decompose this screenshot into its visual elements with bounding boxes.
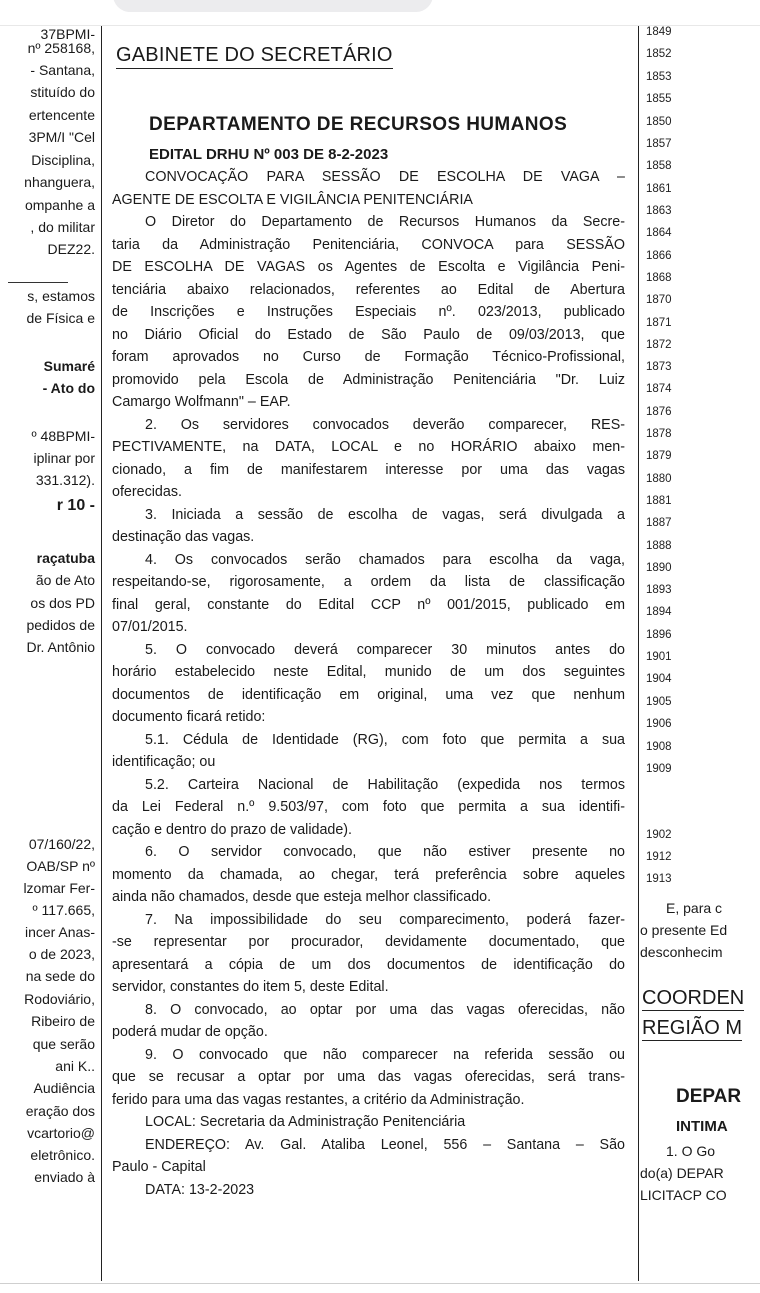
list-number: 1857: [646, 138, 672, 150]
body-line: promovido pela Escola de Administração Penitenciária "Dr. Luiz: [112, 371, 625, 388]
body-line: momento da chamada, ao chegar, terá preferência sobre aqueles: [112, 866, 625, 883]
list-number: 1913: [646, 873, 672, 885]
list-number: 1888: [646, 540, 672, 552]
left-fragment-line: eletrônico.: [30, 1147, 95, 1163]
left-fragment-line: iplinar por: [33, 450, 95, 466]
list-number: 1870: [646, 294, 672, 306]
list-number: 1890: [646, 562, 672, 574]
left-fragment-line: os dos PD: [30, 595, 95, 611]
left-fragment-line: que serão: [32, 1036, 95, 1052]
right-column: [640, 26, 760, 1286]
department-heading-fragment: DEPAR: [676, 1086, 742, 1107]
body-line: cação e dentro do prazo de validade).: [112, 821, 353, 838]
list-number: 1872: [646, 339, 672, 351]
left-fragment-line: ão de Ato: [35, 572, 95, 588]
body-line: 5.1. Cédula de Identidade (RG), com foto que permita a sua: [145, 731, 625, 748]
intimation-text-line: LICITACP CO: [640, 1187, 727, 1203]
list-number: 1912: [646, 851, 672, 863]
coordination-heading-line: COORDEN: [642, 987, 745, 1009]
body-line: -se representar por procurador, devidamente documentado, que: [112, 934, 625, 950]
body-line: horário estabelecido neste Edital, munido de um dos seguintes: [112, 664, 625, 680]
list-number: 1849: [646, 26, 672, 38]
column-divider-right: [638, 26, 639, 1281]
list-number: 1881: [646, 495, 672, 507]
left-fragment-line: incer Anas-: [24, 924, 95, 940]
body-line: documento ficará retido:: [112, 709, 266, 725]
left-fragment-line: Disciplina,: [31, 152, 95, 168]
list-number: 1896: [646, 629, 672, 641]
body-line: servidor, constantes do item 5, deste Edital.: [112, 979, 389, 995]
left-fragment-line: 07/160/22,: [28, 836, 95, 852]
column-divider-left: [101, 26, 102, 1281]
body-line: ainda não chamados, desde que esteja melhor classificado.: [112, 889, 492, 905]
body-line: foram aprovados no Curso de Formação Técnico-Profissional,: [112, 349, 625, 365]
page-bottom-border: [0, 1283, 760, 1284]
body-line: DE ESCOLHA DE VAGAS os Agentes de Escolta e Vigilância Peni-: [112, 259, 625, 275]
left-fragment-line: 3PM/I "Cel: [28, 129, 95, 145]
list-number: 1879: [646, 450, 672, 462]
left-fragment-line: Rodoviário,: [24, 991, 95, 1007]
closing-text-line: E, para c: [666, 900, 723, 916]
left-fragment-line: - Ato do: [42, 380, 95, 396]
left-fragment-line: º 48BPMI-: [31, 428, 95, 444]
body-line: 5.2. Carteira Nacional de Habilitação (expedida nos termos: [145, 776, 625, 793]
body-line: de Inscrições e Instruções Especiais nº. 023/2013, publicado: [112, 304, 625, 320]
body-line: ENDEREÇO: Av. Gal. Ataliba Leonel, 556 – Santana – São: [145, 1136, 625, 1153]
left-fragment-line: ani K..: [55, 1058, 95, 1074]
left-fragment-line: o de 2023,: [28, 946, 95, 962]
list-number: 1858: [646, 160, 672, 172]
left-fragment-line: s, estamos: [27, 288, 95, 304]
left-fragment-line: Sumaré: [43, 358, 95, 374]
left-fragment-line: , do militar: [30, 219, 95, 235]
list-number: 1874: [646, 383, 672, 395]
left-fragment-line: pedidos de: [26, 617, 95, 633]
list-number: 1906: [646, 718, 672, 730]
body-line: que se recusar a optar por uma das vagas oferecidas, será trans-: [112, 1069, 625, 1085]
list-number: 1863: [646, 205, 672, 217]
list-number: 1864: [646, 227, 672, 239]
body-line: 9. O convocado que não comparecer na referida sessão ou: [145, 1046, 625, 1063]
left-fragment-line: de Física e: [26, 310, 95, 326]
left-fragment-line: vcartorio@: [27, 1125, 95, 1141]
left-fragment-line: nº 258168,: [27, 40, 95, 56]
body-line: documentos de identificação em original, uma vez que nenhum: [112, 686, 625, 703]
body-line: da Lei Federal n.º 9.503/97, com foto que permita a sua identifi-: [112, 799, 625, 815]
list-number: 1880: [646, 473, 672, 485]
intimation-text-line: 1. O Go: [666, 1143, 716, 1159]
left-fragment-line: stituído do: [30, 84, 95, 100]
list-number: 1852: [646, 48, 672, 60]
edital-heading: EDITAL DRHU Nº 003 DE 8-2-2023: [149, 146, 389, 163]
left-fragment-line: r 10 -: [56, 497, 95, 514]
main-column: [112, 26, 634, 1286]
list-number: 1902: [646, 829, 672, 841]
body-line: 7. Na impossibilidade do seu comparecimento, poderá fazer-: [145, 911, 625, 928]
body-line: 4. Os convocados serão chamados para escolha da vaga,: [145, 551, 625, 568]
left-fragment-line: 37BPMI-: [40, 26, 95, 42]
body-line: 6. O servidor convocado, que não estiver presente no: [145, 844, 625, 860]
body-line: DATA: 13-2-2023: [145, 1181, 255, 1198]
body-line: ferido para uma das vagas restantes, a critério da Administração.: [112, 1091, 525, 1108]
body-line: poderá mudar de opção.: [112, 1024, 268, 1040]
list-number: 1908: [646, 741, 672, 753]
list-number: 1878: [646, 428, 672, 440]
left-fragment-line: Dr. Antônio: [26, 639, 95, 655]
list-number: 1905: [646, 696, 672, 708]
body-line: Camargo Wolfmann" – EAP.: [112, 394, 291, 410]
intimation-text-line: do(a) DEPAR: [640, 1165, 724, 1181]
list-number: 1894: [646, 606, 672, 618]
body-line: destinação das vagas.: [112, 529, 255, 545]
list-number: 1868: [646, 272, 672, 284]
list-number: 1866: [646, 250, 672, 262]
body-line: cionado, a fim de manifestarem interesse por uma das vagas: [112, 461, 625, 478]
body-line: tenciária abaixo relacionados, referentes ao Edital de Abertura: [112, 281, 625, 298]
left-fragment-line: eração dos: [25, 1103, 95, 1119]
list-number: 1893: [646, 584, 672, 596]
closing-text-line: o presente Ed: [640, 922, 728, 938]
left-fragment-line: OAB/SP nº: [26, 858, 95, 874]
list-number: 1876: [646, 406, 672, 418]
section-heading: GABINETE DO SECRETÁRIO: [116, 43, 393, 69]
body-line: Paulo - Capital: [112, 1159, 206, 1175]
list-number: 1855: [646, 93, 672, 105]
body-line: O Diretor do Departamento de Recursos Humanos da Secre-: [145, 214, 625, 230]
left-fragment-line: 331.312).: [35, 472, 95, 488]
left-fragment-line: lzomar Fer-: [23, 880, 95, 896]
department-heading: DEPARTAMENTO DE RECURSOS HUMANOS: [149, 114, 568, 135]
list-number: 1873: [646, 361, 672, 373]
list-number: 1850: [646, 116, 672, 128]
left-separator: [8, 282, 68, 283]
body-line: taria da Administração Penitenciária, CONVOCA para SESSÃO: [112, 236, 625, 253]
left-column: [0, 26, 97, 1286]
left-fragment-line: na sede do: [25, 968, 95, 984]
body-line: LOCAL: Secretaria da Administração Penitenciária: [145, 1114, 466, 1130]
left-fragment-line: - Santana,: [30, 62, 95, 78]
left-fragment-line: nhanguera,: [24, 174, 95, 190]
body-line: oferecidas.: [112, 484, 182, 500]
left-fragment-line: raçatuba: [36, 550, 95, 566]
body-line: 2. Os servidores convocados deverão comparecer, RES-: [145, 416, 625, 433]
body-line: 07/01/2015.: [112, 619, 188, 635]
left-fragment-line: enviado à: [34, 1169, 95, 1185]
left-fragment-line: DEZ22.: [47, 241, 95, 257]
closing-text-line: desconhecim: [640, 944, 723, 960]
list-number: 1901: [646, 651, 672, 663]
body-line: 5. O convocado deverá comparecer 30 minutos antes do: [145, 641, 625, 658]
left-fragment-line: Ribeiro de: [31, 1013, 95, 1029]
list-number: 1853: [646, 71, 672, 83]
body-line: final geral, constante do Edital CCP nº 001/2015, publicado em: [112, 596, 625, 613]
edital-body: [112, 166, 625, 1201]
body-line: CONVOCAÇÃO PARA SESSÃO DE ESCOLHA DE VAGA –: [145, 169, 625, 185]
body-line: 8. O convocado, ao optar por uma das vagas oferecidas, não: [145, 1001, 625, 1018]
list-number: 1887: [646, 517, 672, 529]
list-number: 1871: [646, 317, 672, 329]
list-number: 1904: [646, 673, 672, 685]
list-number: 1861: [646, 183, 672, 195]
body-line: 3. Iniciada a sessão de escolha de vagas, será divulgada a: [145, 506, 625, 523]
browser-top-bar: [0, 0, 760, 26]
body-line: respeitando-se, rigorosamente, a ordem da lista de classificação: [112, 574, 625, 590]
left-fragment-line: º 117.665,: [32, 902, 95, 918]
coordination-heading-line: REGIÃO M: [642, 1017, 743, 1039]
list-number: 1909: [646, 763, 672, 775]
address-bar[interactable]: [113, 0, 433, 12]
body-line: no Diário Oficial do Estado de São Paulo de 09/03/2013, que: [112, 326, 625, 343]
left-fragment-line: ertencente: [28, 107, 95, 123]
left-fragment-line: Audiência: [33, 1080, 95, 1096]
body-line: PECTIVAMENTE, na DATA, LOCAL e no HORÁRIO abaixo men-: [112, 439, 625, 455]
intimation-heading-fragment: INTIMA: [676, 1118, 728, 1135]
body-line: identificação; ou: [112, 754, 216, 770]
body-line: apresentará a cópia de um dos documentos de identificação do: [112, 956, 625, 973]
left-fragment-line: ompanhe a: [24, 197, 95, 213]
body-line: AGENTE DE ESCOLTA E VIGILÂNCIA PENITENCIÁRIA: [112, 191, 473, 208]
